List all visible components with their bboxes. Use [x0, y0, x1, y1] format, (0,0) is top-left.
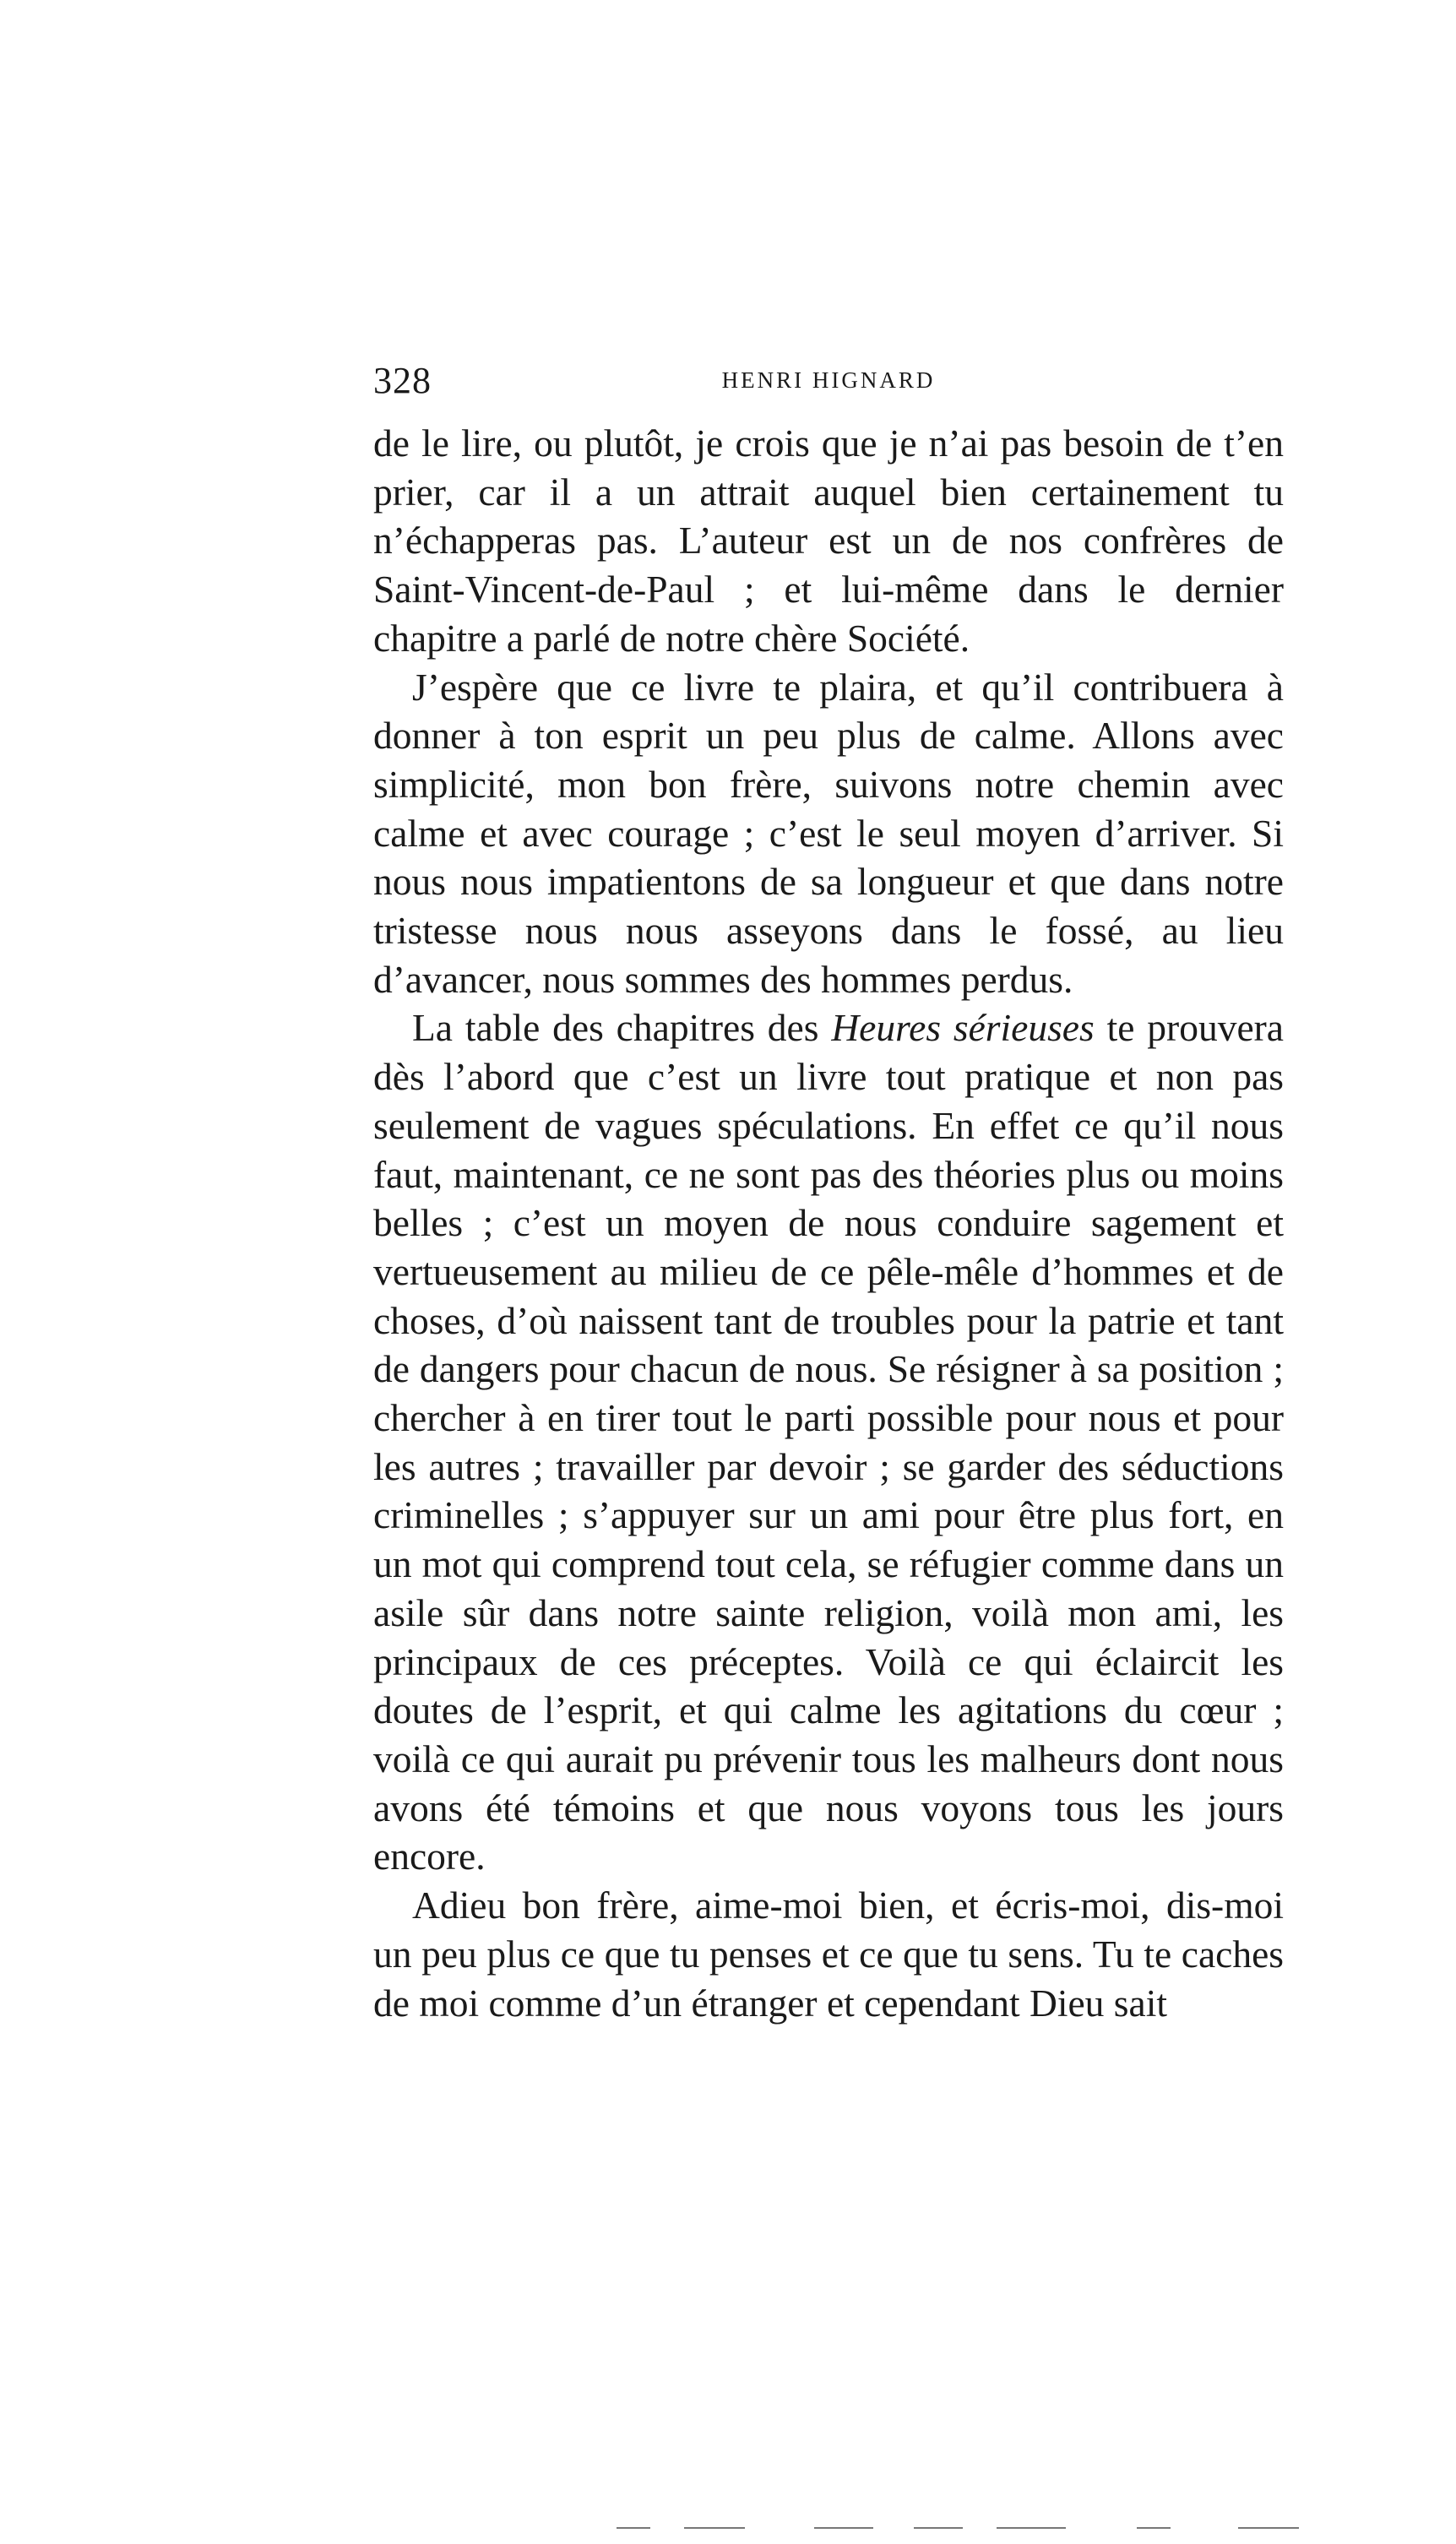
bottom-rule-3 — [814, 2527, 873, 2529]
bottom-rule-7 — [1238, 2527, 1299, 2529]
bottom-rule-2 — [684, 2527, 745, 2529]
paragraph-1: de le lire, ou plutôt, je crois que je n’ai pas besoin de t’en prier, car il a un attrait auquel bien certainement tu n’échapperas pas. L’auteur est un de nos confrères de Saint-Vincent-de-Paul ; et lui-même dans le dernier chapitre a parlé de notre chère Société. — [373, 421, 1284, 660]
bottom-rule-5 — [997, 2527, 1066, 2529]
bottom-rule-4 — [914, 2527, 963, 2529]
bottom-rule-6 — [1137, 2527, 1171, 2529]
page-header — [373, 359, 1284, 401]
body-text — [373, 419, 1284, 2027]
page-number: 328 — [373, 360, 432, 401]
book-title: Heures sérieuses — [831, 1006, 1095, 1050]
running-head: HENRI HIGNARD — [721, 367, 936, 393]
paragraph-3: La table des chapitres des Heures sérieuses te prouvera dès l’abord que c’est un livre tout pratique et non pas seulement de vagues spéculations. En effet ce qu’il nous faut, maintenant, ce ne sont pas des théories plus ou moins belles ; c’est un moyen de nous conduire sagement et vertueusement au milieu de ce pêle-mêle d’hommes et de choses, d’où naissent tant de troubles pour la patrie et tant de dangers pour chacun de nous. Se résigner à sa position ; chercher à en tirer tout le parti possible pour nous et pour les autres ; travailler par devoir ; se garder des séductions criminelles ; s’appuyer sur un ami pour être plus fort, en un mot qui comprend tout cela, se réfugier comme dans un asile sûr dans notre sainte religion, voilà mon ami, les principaux de ces préceptes. Voilà ce qui éclaircit les doutes de l’esprit, et qui calme les agitations du cœur ; voilà ce qui aurait pu prévenir tous les malheurs dont nous avons été témoins et que nous voyons tous les jours encore. — [373, 1006, 1284, 1878]
paragraph-4: Adieu bon frère, aime-moi bien, et écris-moi, dis-moi un peu plus ce que tu penses et ce que tu sens. Tu te caches de moi comme d’un étranger et cependant Dieu sait — [373, 1884, 1284, 2025]
paragraph-2: J’espère que ce livre te plaira, et qu’il contribuera à donner à ton esprit un peu plus de calme. Allons avec simplicité, mon bon frère, suivons notre chemin avec calme et avec courage ; c’est le seul moyen d’arriver. Si nous nous impatientons de sa longueur et que dans notre tristesse nous nous asseyons dans le fossé, au lieu d’avancer, nous sommes des hommes perdus. — [373, 665, 1284, 1001]
bottom-rule-1 — [617, 2527, 650, 2529]
